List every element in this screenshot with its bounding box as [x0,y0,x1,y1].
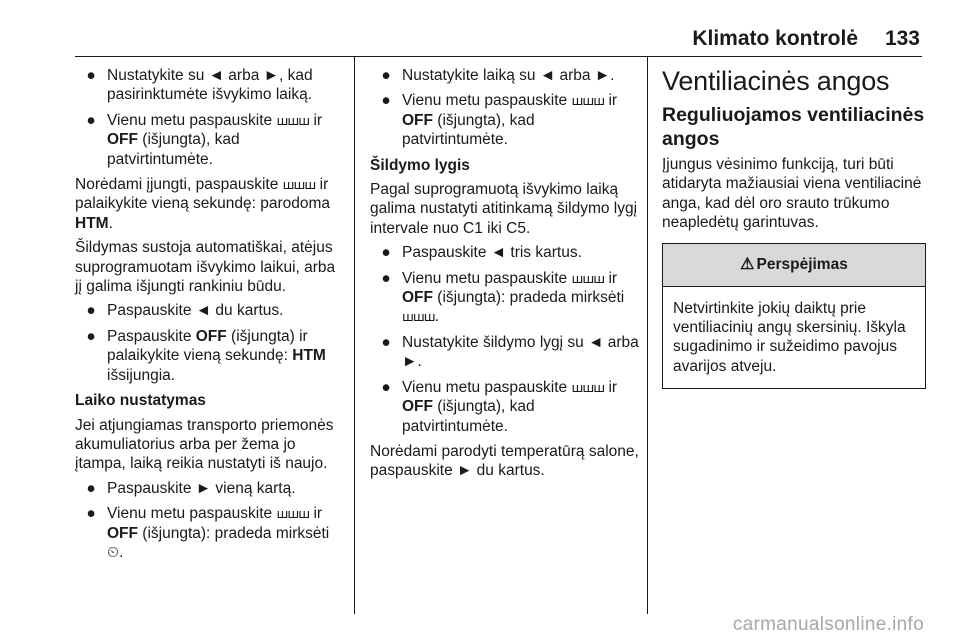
bullet-icon: ● [86,67,96,84]
column-1 [75,66,345,568]
subsection-title: Reguliuojamos ventiliacinės angos [662,104,925,150]
list-item: ● Paspauskite OFF (išjungta) ir palaikykite vieną sekundę: HTM išsijungia. [75,327,345,385]
paragraph: Jei atjungiamas transporto priemonės akumuliatorius arba per žema jo įtampa, laiką reikia nustatyti iš naujo. [75,416,334,473]
bullet-icon: ● [86,505,96,523]
right-arrow-icon: ► [457,462,473,480]
heater-icon: ꟺꟺꟺ [571,379,605,395]
paragraph: Norėdami parodyti temperatūrą salone, paspauskite ► du kartus. [370,442,639,480]
left-arrow-icon: ◄ [195,302,212,320]
list-item: ● Vienu metu paspauskite ꟺꟺꟺ ir OFF (išjungta): pradeda mirksėti ꟺꟺꟺ. [370,269,640,327]
off-label: OFF [107,131,138,149]
column-3 [662,66,926,389]
bullet-icon: ● [86,479,96,497]
right-arrow-icon: ► [594,67,611,84]
bullet-icon: ● [381,269,391,287]
section-title: Ventiliacinės angos [662,66,890,96]
bullet-icon: ● [381,244,391,262]
list-item: ● Vienu metu paspauskite ꟺꟺꟺ ir OFF (išjungta): pradeda mirksėti ⏲. [75,504,345,562]
heater-icon: ꟺꟺꟺ [402,309,435,325]
paragraph: Pagal suprogramuotą išvykimo laiką galima nustatyti atitinkamą šildymo lygį intervale nuo C1 iki C5. [370,181,638,237]
warning-header [663,244,925,287]
off-label: OFF [402,111,433,129]
heater-icon: ꟺꟺꟺ [276,506,310,522]
off-label: OFF [107,524,138,542]
heater-icon: ꟺꟺꟺ [571,270,605,286]
heater-icon: ꟺꟺꟺ [276,112,310,128]
off-label: OFF [195,327,227,345]
left-arrow-icon: ◄ [208,67,224,84]
bullet-icon: ● [86,111,96,129]
off-label: OFF [402,289,433,307]
heater-icon: ꟺꟺꟺ [282,177,316,193]
bullet-icon: ● [381,378,391,396]
paragraph: Įjungus vėsinimo funkciją, turi būti atidaryta mažiausiai viena ventiliacinė anga, kad dėl oro srauto trūkumo neapledėtų garintuvas. [662,156,922,232]
list-item: ● Vienu metu paspauskite ꟺꟺꟺ ir OFF (išjungta), kad patvirtintumėte. [370,378,640,436]
paragraph: Šildymas sustoja automatiškai, atėjus suprogramuotam išvykimo laikui, arba jį galima išjungti rankiniu būdu. [75,239,336,296]
list-item: ● Nustatykite laiką su ◄ arba ►. [370,66,640,85]
section-heading: Laiko nustatymas [75,392,206,410]
htm-label: HTM [292,347,326,365]
warning-box [662,243,926,390]
list-item: ● Paspauskite ► vieną kartą. [75,479,345,498]
bullet-icon: ● [86,327,96,345]
clock-icon: ⏲ [107,543,120,561]
left-arrow-icon: ◄ [490,244,507,262]
section-heading: Šildymo lygis [370,156,470,174]
left-arrow-icon: ◄ [539,67,556,84]
page-number: 133 [884,27,920,50]
watermark: carmanualsonline.info [732,614,924,635]
right-arrow-icon: ► [402,353,418,371]
column-divider-2 [647,57,648,614]
paragraph: Norėdami įjungti, paspauskite ꟺꟺꟺ ir palaikykite vieną sekundę: parodoma HTM. [75,176,331,232]
list-item: ● Vienu metu paspauskite ꟺꟺꟺ ir OFF (išjungta), kad patvirtintumėte. [75,111,345,169]
bullet-icon: ● [381,67,391,84]
bullet-icon: ● [381,333,391,351]
list-item: ● Nustatykite su ◄ arba ►, kad pasirinktumėte išvykimo laiką. [75,66,345,105]
bullet-icon: ● [86,302,96,320]
off-label: OFF [402,398,433,416]
list-item: ● Paspauskite ◄ tris kartus. [370,243,640,262]
bullet-icon: ● [381,92,391,110]
heater-icon: ꟺꟺꟺ [571,93,605,109]
chapter-title: Klimato kontrolė [692,27,858,50]
right-arrow-icon: ► [263,67,279,84]
warning-triangle-icon: ⚠ [740,255,755,273]
list-item: ● Nustatykite šildymo lygį su ◄ arba ►. [370,333,640,372]
htm-label: HTM [75,214,109,232]
left-arrow-icon: ◄ [588,333,604,351]
column-divider-1 [354,57,355,614]
right-arrow-icon: ► [195,479,212,497]
warning-text: Netvirtinkite jokių daiktų prie ventiliacinių angų skersinių. Iškyla sugadinimo ir sužeidimo pavojus avarijos atveju. [673,299,906,375]
list-item: ● Vienu metu paspauskite ꟺꟺꟺ ir OFF (išjungta), kad patvirtintumėte. [370,91,640,149]
column-2 [370,66,640,486]
header-divider [75,56,922,57]
warning-title: Perspėjimas [756,255,848,273]
list-item: ● Paspauskite ◄ du kartus. [75,301,345,320]
